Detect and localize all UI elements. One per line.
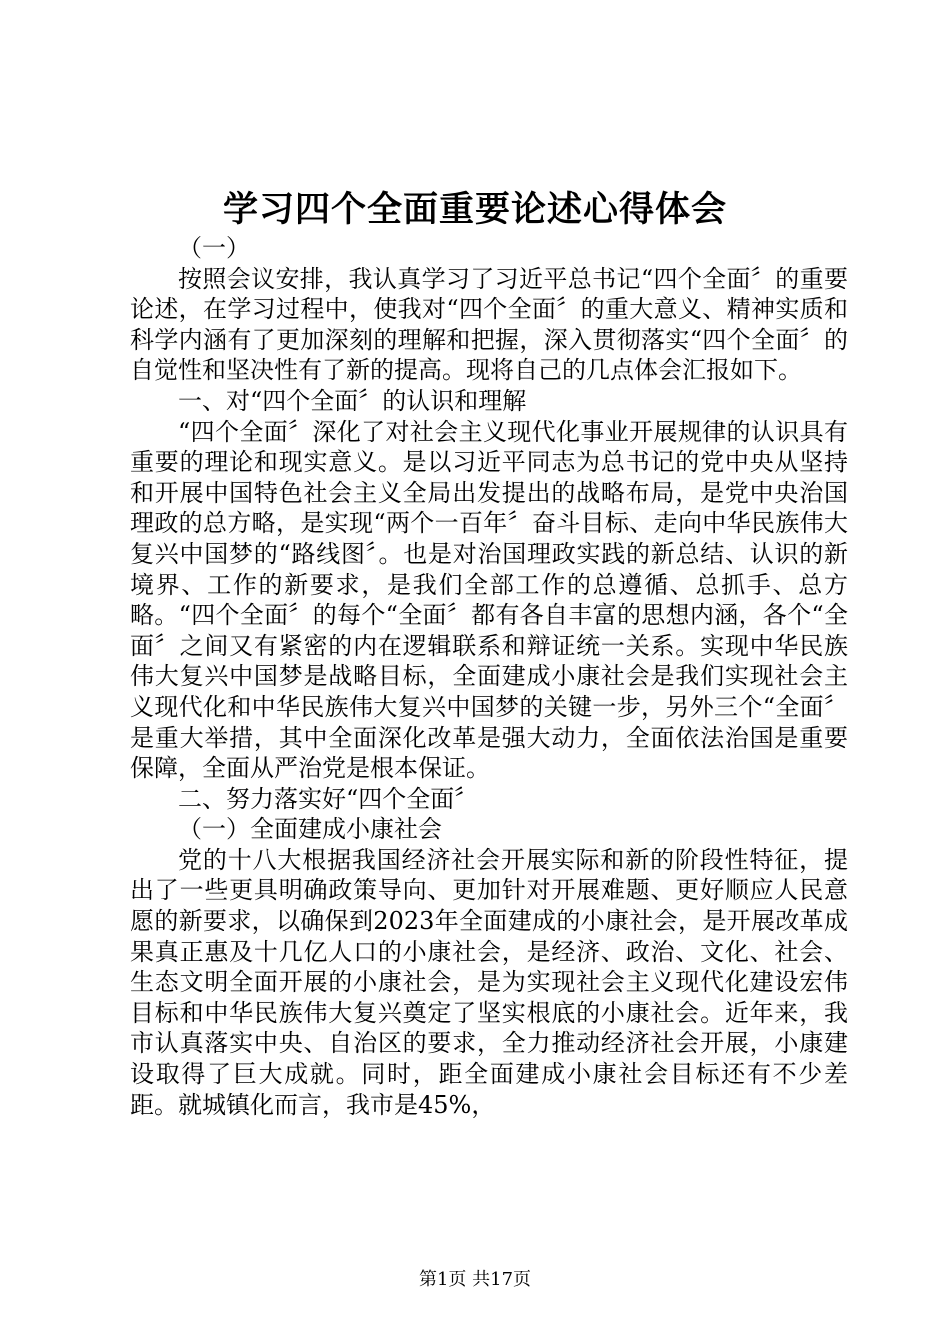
heading-subsection-1: （一）全面建成小康社会 [178,815,442,844]
heading-section-1: 一、对“四个全面〞的认识和理解 [178,386,527,415]
paragraph-xiaokang: 党的十八大根据我国经济社会开展实际和新的阶段性特征，提出了一些更具明确政策导向、更加针对开展难题、更好顺应人民意愿的新要求，以确保到2023年全面建成的小康社会，是开展改革成果真正惠及十几亿人口的小康社会，是经济、政治、文化、社会、生态文明全面开展的小康社会，是为实现社会主义现代化建设宏伟目标和中华民族伟大复兴奠定了坚实根底的小康社会。近年来，我市认真落实中央、自治区的要求，全力推动经济社会开展，小康建设取得了巨大成就。同时，距全面建成小康社会目标还有不少差距。就城镇化而言，我市是45%， [130,845,848,1119]
paragraph-intro: 按照会议安排，我认真学习了习近平总书记“四个全面〞的重要论述，在学习过程中，使我对“四个全面〞的重大意义、精神实质和科学内涵有了更加深刻的理解和把握，深入贯彻落实“四个全面〞的自觉性和坚决性有了新的提高。现将自己的几点体会汇报如下。 [130,264,848,385]
paragraph-understanding: “四个全面〞深化了对社会主义现代化事业开展规律的认识具有重要的理论和现实意义。是以习近平同志为总书记的党中央从坚持和开展中国特色社会主义全局出发提出的战略布局，是党中央治国理政的总方略，是实现“两个一百年〞奋斗目标、走向中华民族伟大复兴中国梦的“路线图〞。也是对治国理政实践的新总结、认识的新境界、工作的新要求，是我们全部工作的总遵循、总抓手、总方略。“四个全面〞的每个“全面〞都有各自丰富的思想内涵，各个“全面〞之间又有紧密的内在逻辑联系和辩证统一关系。实现中华民族伟大复兴中国梦是战略目标，全面建成小康社会是我们实现社会主义现代化和中华民族伟大复兴中国梦的关键一步，另外三个“全面〞是重大举措，其中全面深化改革是强大动力，全面依法治国是重要保障，全面从严治党是根本保证。 [130,417,848,783]
document-title: 学习四个全面重要论述心得体会 [222,189,727,230]
document-body [130,233,848,1120]
heading-section-2: 二、努力落实好“四个全面〞 [178,784,479,813]
page-footer: 第1页 共17页 [418,1269,532,1290]
section-marker: （一） [178,234,250,262]
